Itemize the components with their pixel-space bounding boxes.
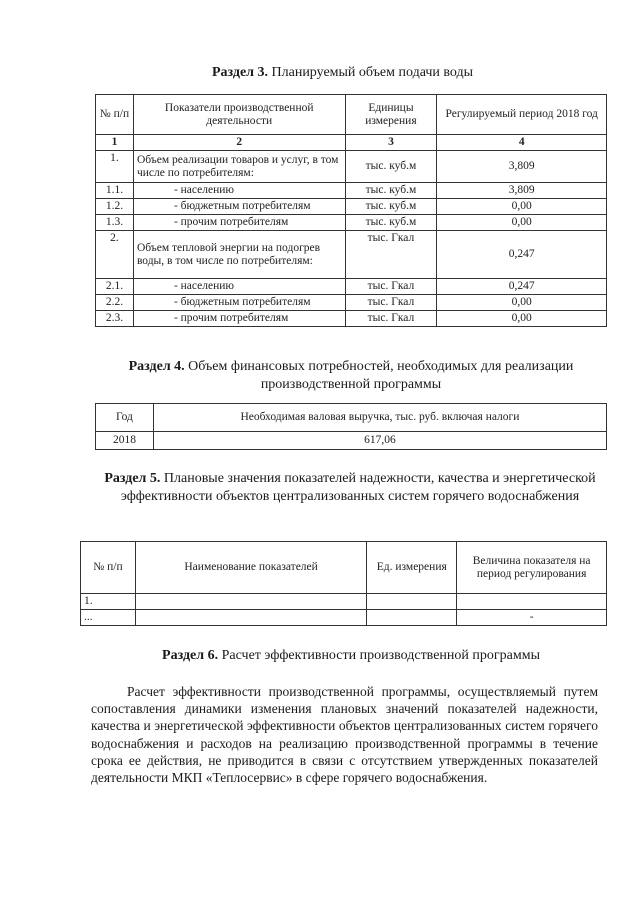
section4-header-row: [96, 404, 607, 432]
row-unit: тыс. куб.м: [345, 183, 437, 199]
table-row: [81, 610, 607, 626]
section5-header-row: [81, 542, 607, 594]
row-num: 1.1.: [96, 183, 134, 199]
header-name: Наименование показателей: [135, 542, 366, 594]
row-value: 0,00: [437, 295, 607, 311]
table-row: [81, 594, 607, 610]
table-row: [96, 295, 607, 311]
row-value: 0,00: [437, 311, 607, 327]
row-unit: [367, 610, 457, 626]
header-num: № п/п: [81, 542, 136, 594]
section6-paragraph: [91, 683, 598, 786]
row-value: 3,809: [437, 151, 607, 183]
table-row: [96, 311, 607, 327]
row-num: 1.: [96, 151, 134, 183]
header-indicator: Показатели производственной деятельности: [133, 95, 345, 135]
section3-title: Планируемый объем подачи воды: [271, 65, 474, 80]
row-num: 2.1.: [96, 279, 134, 295]
row-name: [135, 594, 366, 610]
section6-label: Раздел 6.: [162, 648, 219, 663]
table-row: [96, 279, 607, 295]
row-value: 0,00: [437, 215, 607, 231]
row-year: 2018: [96, 432, 154, 450]
section6-heading: [95, 647, 607, 665]
section3-label: Раздел 3.: [211, 65, 269, 80]
row-name: [135, 610, 366, 626]
table-row: [96, 151, 607, 183]
colnum-2: 2: [133, 135, 345, 151]
section3-header-row: [96, 95, 607, 135]
header-units: Единицы измерения: [345, 95, 437, 135]
header-period: Регулируемый период 2018 год: [437, 95, 607, 135]
table-row: [96, 215, 607, 231]
row-name: - прочим потребителям: [133, 215, 345, 231]
colnum-1: 1: [96, 135, 134, 151]
row-num: 2.2.: [96, 295, 134, 311]
colnum-3: 3: [345, 135, 437, 151]
row-unit: тыс. куб.м: [345, 151, 437, 183]
section4-table: [95, 403, 607, 450]
row-name: - населению: [133, 183, 345, 199]
row-name: - бюджетным потребителям: [133, 295, 345, 311]
header-unit: Ед. измерения: [367, 542, 457, 594]
row-value: 0,00: [437, 199, 607, 215]
row-name: Объем реализации товаров и услуг, в том числе по потребителям:: [133, 151, 345, 183]
row-num: 1.3.: [96, 215, 134, 231]
row-num: 1.: [81, 594, 136, 610]
section4-title: Объем финансовых потребностей, необходимых для реализации производственной программы: [188, 359, 574, 392]
row-value: 3,809: [437, 183, 607, 199]
section3-table: [95, 94, 607, 327]
row-unit: тыс. Гкал: [345, 295, 437, 311]
row-num: 2.3.: [96, 311, 134, 327]
table-row: [96, 432, 607, 450]
table-row: [96, 199, 607, 215]
row-unit: тыс. Гкал: [345, 311, 437, 327]
section5-table: [80, 541, 607, 626]
row-revenue: 617,06: [153, 432, 606, 450]
row-value: [457, 594, 607, 610]
colnum-4: 4: [437, 135, 607, 151]
row-num: 2.: [96, 231, 134, 279]
section4-heading: [95, 358, 607, 394]
row-unit: тыс. куб.м: [345, 199, 437, 215]
row-name: - бюджетным потребителям: [133, 199, 345, 215]
row-unit: тыс. куб.м: [345, 215, 437, 231]
section5-heading: [80, 470, 620, 506]
row-name: - прочим потребителям: [133, 311, 345, 327]
section3-heading: [100, 64, 585, 82]
row-num: ...: [81, 610, 136, 626]
row-num: 1.2.: [96, 199, 134, 215]
row-value: 0,247: [437, 231, 607, 279]
row-name: - населению: [133, 279, 345, 295]
header-year: Год: [96, 404, 154, 432]
row-name: Объем тепловой энергии на подогрев воды, в том числе по потребителям:: [133, 231, 345, 279]
section4-label: Раздел 4.: [128, 359, 185, 374]
table-row: [96, 231, 607, 279]
row-value: -: [457, 610, 607, 626]
header-revenue: Необходимая валовая выручка, тыс. руб. включая налоги: [153, 404, 606, 432]
header-value: Величина показателя на период регулирования: [457, 542, 607, 594]
row-unit: [367, 594, 457, 610]
row-value: 0,247: [437, 279, 607, 295]
table-row: [96, 183, 607, 199]
section6-title: Расчет эффективности производственной программы: [221, 648, 540, 663]
section5-label: Раздел 5.: [104, 471, 161, 486]
row-unit: тыс. Гкал: [345, 279, 437, 295]
header-num: № п/п: [96, 95, 134, 135]
section6-paragraph-text: Расчет эффективности производственной программы, осуществляемый путем сопоставления динамики изменения плановых значений показателей надежности, качества и энергетической эффективности объектов централизованных систем горячего водоснабжения и расходов на реализацию производственной программы в течение срока ее действия, не приводится в связи с отсутствием утвержденных показателей деятельности МКП «Теплосервис» в сфере горячего водоснабжения.: [91, 684, 598, 786]
section5-title: Плановые значения показателей надежности, качества и энергетической эффективности объектов централизованных систем горячего водоснабжения: [120, 471, 596, 504]
row-unit: тыс. Гкал: [345, 231, 437, 279]
section3-colnum-row: [96, 135, 607, 151]
